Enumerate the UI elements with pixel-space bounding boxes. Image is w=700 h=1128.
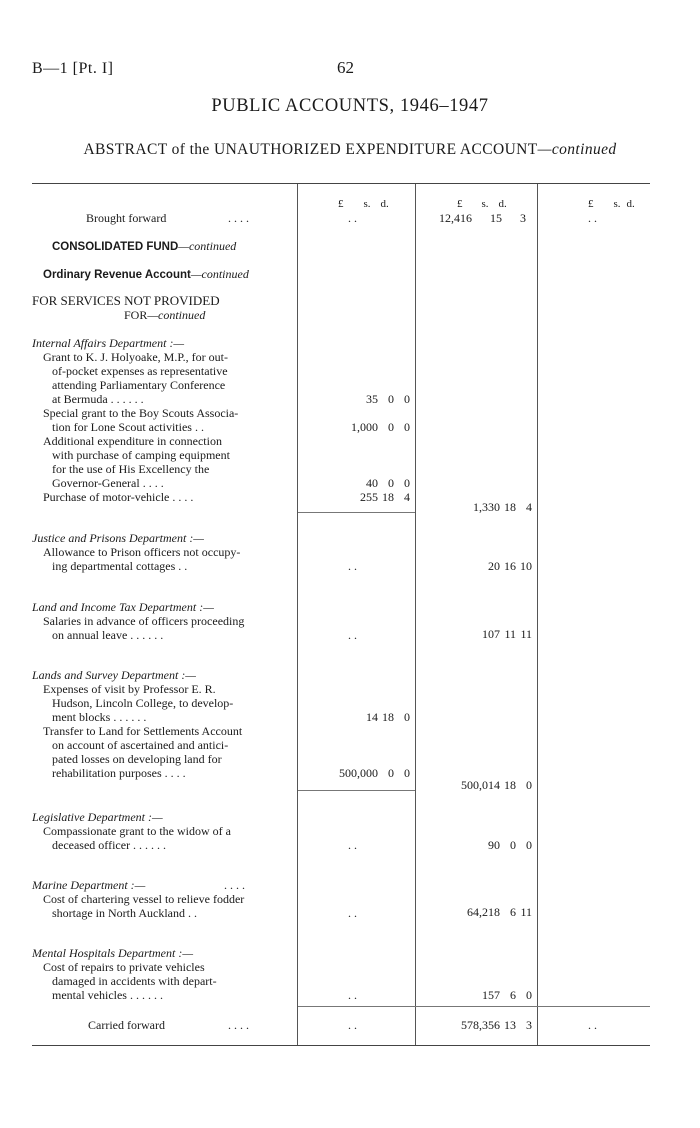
carried-forward-col3: . . [588,1018,597,1032]
line-item-text: Cost of repairs to private vehicles [43,960,205,974]
col2-currency-header [457,198,507,210]
shillings-label: s. [481,198,489,210]
amount-col2-total: 20 16 10 [488,559,532,573]
amount-col2-total: 500,014 18 0 [461,778,532,792]
shillings-label: s. [613,198,621,210]
line-item-text: at Bermuda . . . . . . [52,392,144,406]
line-item-text: Additional expenditure in connection [43,434,222,448]
dept-heading-mental-hospitals: Mental Hospitals Department :— [32,946,193,960]
dept-heading-internal-affairs: Internal Affairs Department :— [32,336,185,350]
line-item-text: attending Parliamentary Conference [52,378,226,392]
subtotal-rule-lands-survey [298,790,415,791]
amount-col2-total: 90 0 0 [488,838,532,852]
amount-col1-empty: . . [348,988,357,1002]
line-item-text: Governor-General . . . . [52,476,164,490]
subtotal-rule-internal-affairs [298,512,415,513]
pence-label: d. [380,198,389,210]
services-heading-line1: FOR SERVICES NOT PROVIDED [32,293,220,308]
line-item-text: rehabilitation purposes . . . . [52,766,186,780]
line-item-text: Special grant to the Boy Scouts Associa- [43,406,239,420]
line-item-text: on annual leave . . . . . . [52,628,164,642]
carried-forward-col1: . . [348,1018,357,1032]
brought-forward-label: Brought forward [86,211,167,225]
amount-col1: 35 0 0 [366,392,410,406]
column-divider-1 [297,184,298,1045]
amount-col1: 1,000 0 0 [351,420,410,434]
dept-heading-legislative: Legislative Department :— [32,810,163,824]
line-item-text: with purchase of camping equipment [52,448,230,462]
col3-currency-header [588,198,635,210]
amount-col1: 14 18 0 [366,710,410,724]
line-item-text: mental vehicles . . . . . . [52,988,163,1002]
dept-heading-land-tax: Land and Income Tax Department :— [32,600,214,614]
brought-forward-col2: 12,416 15 3 [439,211,526,225]
line-item-text: Hudson, Lincoln College, to develop- [52,696,234,710]
line-item-text: on account of ascertained and antici- [52,738,229,752]
amount-col2-total: 64,218 6 11 [467,905,532,919]
amount-col1-empty: . . [348,628,357,642]
line-item-text: deceased officer . . . . . . [52,838,167,852]
col1-currency-header [338,198,389,210]
line-item-text: Grant to K. J. Holyoake, M.P., for out- [43,350,228,364]
dept-heading-justice: Justice and Prisons Department :— [32,531,204,545]
line-item-text: ment blocks . . . . . . [52,710,147,724]
brought-forward-col1: . . [348,211,357,225]
services-heading-line2: FOR—continued [124,308,206,322]
line-item-text: ing departmental cottages . . [52,559,188,573]
carried-forward-top-rule [298,1006,650,1007]
account-heading: Ordinary Revenue Account—continued [43,267,249,281]
carried-forward-label: Carried forward [88,1018,165,1032]
line-item-text: Expenses of visit by Professor E. R. [43,682,216,696]
amount-col1-empty: . . [348,559,357,573]
amount-col2-total: 157 6 0 [482,988,532,1002]
fund-heading: CONSOLIDATED FUND—continued [52,239,237,253]
page-number: 62 [337,58,354,77]
amount-col1: 40 0 0 [366,476,410,490]
pound-symbol: £ [588,198,594,210]
pound-symbol: £ [457,198,463,210]
line-item-text: Purchase of motor-vehicle . . . . [43,490,194,504]
document-reference: B—1 [Pt. I] [32,60,114,77]
carried-forward-col2: 578,356 13 3 [461,1018,532,1032]
amount-col2-total: 107 11 11 [482,627,532,641]
table-top-rule [32,183,650,184]
line-item-text: Allowance to Prison officers not occupy- [43,545,241,559]
subtitle-suffix: —continued [537,141,617,158]
carried-forward-leaders: . . . . [228,1018,249,1032]
subtitle-main: ABSTRACT of the UNAUTHORIZED EXPENDITURE ACCOUNT [83,141,538,158]
pence-label: d. [498,198,507,210]
line-item-text: Salaries in advance of officers proceeding [43,614,245,628]
line-item-text: for the use of His Excellency the [52,462,210,476]
page-subtitle [0,141,700,159]
line-item-text: Compassionate grant to the widow of a [43,824,231,838]
page-title: PUBLIC ACCOUNTS, 1946–1947 [211,96,489,116]
line-item-text: damaged in accidents with depart- [52,974,217,988]
amount-col1: 255 18 4 [360,490,410,504]
line-item-text: shortage in North Auckland . . [52,906,197,920]
line-item-text: Transfer to Land for Settlements Account [43,724,243,738]
table-bottom-rule [32,1045,650,1046]
dept-heading-marine: Marine Department :— [32,878,146,892]
amount-col1: 500,000 0 0 [339,766,410,780]
amount-col1-empty: . . [348,838,357,852]
shillings-label: s. [363,198,371,210]
amount-col2-total: 1,330 18 4 [473,500,532,514]
pence-label: d. [626,198,635,210]
pound-symbol: £ [338,198,344,210]
column-divider-3 [537,184,538,1045]
line-item-text: pated losses on developing land for [52,752,222,766]
brought-forward-col3: . . [588,211,597,225]
line-item-text: of-pocket expenses as representative [52,364,228,378]
dept-heading-lands-survey: Lands and Survey Department :— [32,668,196,682]
amount-col1-empty: . . [348,906,357,920]
line-item-text: Cost of chartering vessel to relieve fodder [43,892,245,906]
brought-forward-leaders: . . . . [228,211,249,225]
line-item-text: tion for Lone Scout activities . . [52,420,204,434]
dept-heading-leaders: . . . . [224,878,245,892]
